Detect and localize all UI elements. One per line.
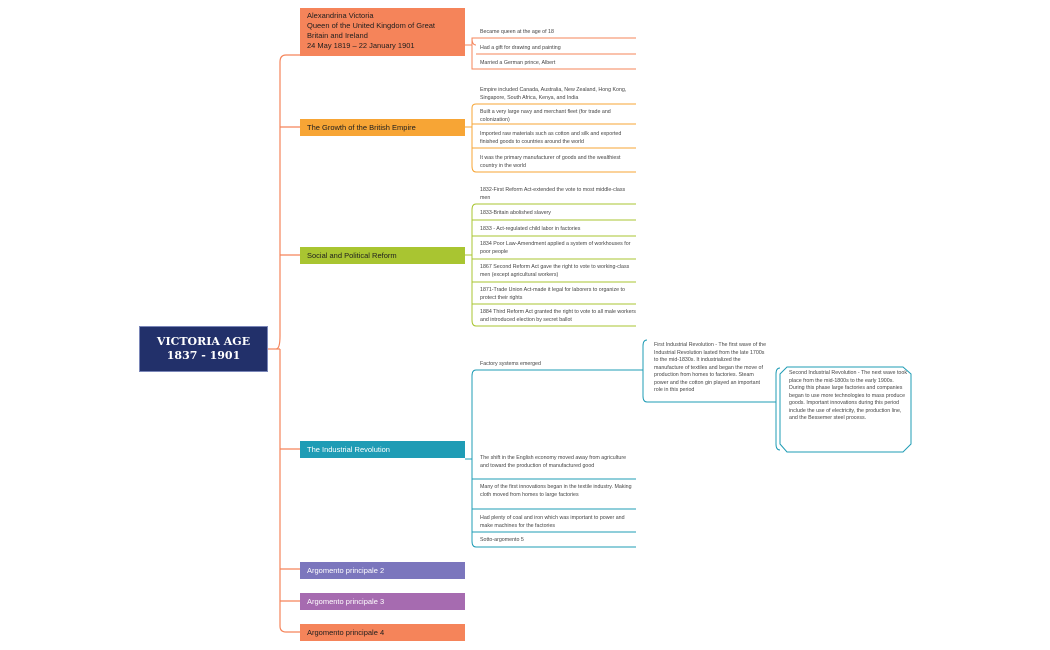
topic-label: Argomento principale 4 [307, 628, 385, 637]
subtopic[interactable] [480, 60, 636, 68]
subtopic-text: Factory systems emerged [480, 361, 541, 367]
topic-argomento-2[interactable] [300, 562, 465, 579]
subtopic-text: 1832-First Reform Act-extended the vote to most middle-class men [480, 187, 626, 201]
subtopic-text: It was the primary manufacturer of goods and the wealthiest country in the world [480, 155, 621, 169]
subtopic-text: First Industrial Revolution - The first wave of the Industrial Revolution lasted from the late 1700s to the mid-1830s. It industrialized the manufacture of textiles and began the move of production from homes to factories. Steam power and the cotton gin played an important role in this period [654, 342, 767, 393]
subtopic-first-industrial-revolution[interactable] [654, 342, 769, 395]
subtopic-text: Married a German prince, Albert [480, 60, 556, 66]
subtopic-text: Became queen at the age of 18 [480, 29, 554, 35]
subtopic-text: Second Industrial Revolution - The next wave took place from the mid-1800s to the early 1900s. During this phase large factories and companies began to use more technologies to mass produce goods. Important innovations during this period include the use of electricity, the production line, and the Bessemer steel process. [789, 370, 907, 421]
topic-label: The Industrial Revolution [307, 445, 390, 454]
subtopic-text: 1833-Britain abolished slavery [480, 210, 551, 216]
topic-argomento-4[interactable] [300, 624, 465, 641]
subtopic[interactable] [480, 287, 636, 302]
subtopic[interactable] [480, 210, 636, 218]
subtopic-text: 1884 Third Reform Act granted the right to vote to all male workers and introduced election by secret ballot [480, 309, 636, 323]
subtopic-text: 1834 Poor Law-Amendment applied a system of workhouses for poor people [480, 241, 631, 255]
subtopic-text: Built a very large navy and merchant fleet (for trade and colonization) [480, 109, 611, 123]
subtopic-text: Sotto-argomento 5 [480, 537, 524, 543]
subtopic-text: Many of the first innovations began in the textile industry. Making cloth moved from homes to large factories [480, 484, 632, 498]
central-topic-title: VICTORIA AGE 1837 - 1901 [156, 335, 251, 362]
subtopic[interactable] [480, 241, 636, 256]
topic-social-political-reform[interactable] [300, 247, 465, 264]
subtopic[interactable] [480, 29, 636, 37]
subtopic-text: Imported raw materials such as cotton and silk and exported finished goods to countries around the world [480, 131, 622, 145]
subtopic-second-industrial-revolution[interactable] [789, 370, 907, 423]
subtopic-text: 1867 Second Reform Act gave the right to vote to working-class men (except agricultural workers) [480, 264, 630, 278]
topic-label: Social and Political Reform [307, 251, 397, 260]
subtopic-text: 1833 - Act-regulated child labor in factories [480, 226, 581, 232]
subtopic[interactable] [480, 109, 636, 124]
subtopic[interactable] [480, 309, 636, 324]
subtopic-text: Empire included Canada, Australia, New Zealand, Hong Kong, Singapore, South Africa, Kenya, and India [480, 87, 627, 101]
topic-label: Argomento principale 3 [307, 597, 385, 606]
subtopic[interactable] [480, 226, 636, 234]
subtopic[interactable] [480, 264, 636, 279]
subtopic[interactable] [480, 361, 636, 369]
subtopic[interactable] [480, 87, 636, 102]
subtopic[interactable] [480, 45, 636, 53]
topic-british-empire[interactable] [300, 119, 465, 136]
subtopic[interactable] [480, 455, 636, 470]
topic-industrial-revolution[interactable] [300, 441, 465, 458]
subtopic-text: The shift in the English economy moved away from agriculture and toward the production of manufactured good [480, 455, 627, 469]
topic-queen-victoria[interactable] [300, 8, 465, 56]
subtopic-text: 1871-Trade Union Act-made it legal for laborers to organize to protect their rights [480, 287, 625, 301]
topic-label: The Growth of the British Empire [307, 123, 416, 132]
subtopic[interactable] [480, 155, 636, 170]
topic-label: Argomento principale 2 [307, 566, 385, 575]
subtopic-text: Had plenty of coal and iron which was important to power and make machines for the factories [480, 515, 625, 529]
subtopic-text: Had a gift for drawing and painting [480, 45, 561, 51]
subtopic[interactable] [480, 484, 636, 499]
central-topic[interactable] [139, 326, 268, 372]
subtopic[interactable] [480, 537, 636, 545]
subtopic[interactable] [480, 131, 636, 146]
topic-label: Alexandrina Victoria Queen of the United Kingdom of Great Britain and Ireland 24 May 1819 – 22 January 1901 [307, 11, 435, 50]
subtopic[interactable] [480, 515, 636, 530]
subtopic[interactable] [480, 187, 636, 202]
topic-argomento-3[interactable] [300, 593, 465, 610]
